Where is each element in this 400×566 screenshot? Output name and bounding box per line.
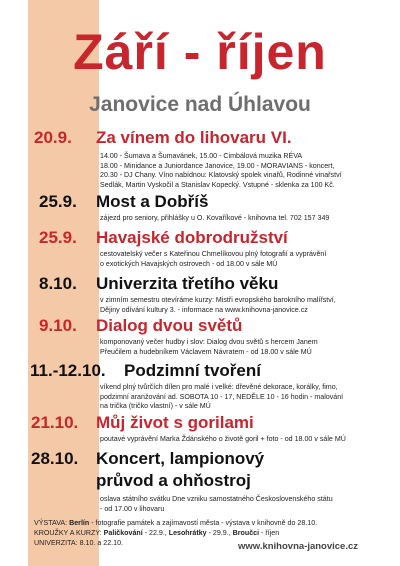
description-line: na trička (tričko vlastní) - v sále MÚ	[100, 402, 211, 411]
poster-title: Září - říjen	[73, 24, 327, 80]
event-description	[100, 296, 336, 315]
description-line: poutavé vyprávění Marka Ždánského o životě goril + foto - od 18.00 v sále MÚ	[100, 435, 346, 443]
event-description	[100, 152, 342, 190]
event-heading: Za vínem do lihovaru VI.	[96, 128, 292, 147]
description-line: Sedlák, Martin Vyskočil a Stanislav Kopecký. Vstupné - sklenka za 100 Kč.	[100, 180, 335, 189]
event-date: 11.-12.10.	[30, 361, 106, 380]
description-line: 18.00 - Minidance a Juniordance Janovice, 19.00 - MORAVIANS - koncert,	[100, 161, 335, 170]
footer-line-courses	[34, 529, 279, 538]
description-line: Přeučilem a hudebníkem Václavem Návratem - od 18.00 v sále MÚ	[100, 347, 312, 356]
event-heading: Havajské dobrodružství	[96, 228, 288, 247]
event-heading: Dialog dvou světů	[96, 316, 243, 335]
footer-label: VÝSTAVA:	[34, 519, 68, 527]
description-line: cestovatelský večer s Kateřinou Chmelíkovou plný fotografií a vyprávění	[100, 250, 327, 258]
event-date: 28.10.	[31, 449, 79, 468]
event-description	[100, 495, 333, 514]
footer-label: UNIVERZITA:	[34, 539, 78, 547]
description-line: Dějiny odívání kultury 3. - informace na www.knihovna-janovice.cz	[100, 305, 308, 314]
event-date: 25.9.	[39, 228, 77, 247]
event-description	[100, 383, 343, 412]
description-line: víkend plný tvůrčích dílen pro malé i velké: dřevěné dekorace, korálky, fimo,	[100, 383, 338, 391]
description-line: komponovaný večer hudby i slov: Dialog dvou světů s hercem Janem	[100, 338, 318, 346]
event-date: 25.9.	[39, 192, 77, 211]
footer-line-exhibition	[34, 519, 317, 528]
description-line: podzimní aranžování ad. SOBOTA 10 - 17, NEDĚLE 10 - 16 hodin - malování	[100, 392, 344, 401]
event-date: 9.10.	[39, 316, 77, 335]
footer-text: 8.10. a 22.10.	[77, 539, 123, 547]
description-line: v zimním semestru otevíráme kurzy: Mistři evropského barokního malířství,	[100, 296, 336, 304]
event-description	[100, 214, 329, 224]
event-date: 20.9.	[34, 128, 72, 147]
event-date: 8.10.	[39, 274, 77, 293]
footer-text: - 22.9.,	[142, 529, 169, 537]
event-heading: Koncert, lampionový	[96, 449, 265, 468]
footer-text: - fotografie památek a zajímavostí města - výstava v knihovně do 28.10.	[89, 519, 318, 527]
event-heading: Můj život s gorilami	[96, 413, 254, 432]
footer-highlight: Paličkování	[103, 529, 143, 537]
footer-text: - říjen	[259, 529, 280, 537]
event-heading: Univerzita třetího věku	[96, 274, 279, 293]
description-line: - od 17.00 v lihovaru	[100, 504, 165, 513]
event-description	[100, 435, 346, 445]
footer-label: KROUŽKY A KURZY:	[34, 529, 102, 537]
description-line: zájezd pro seniory, přihlášky u O. Kovaříkové - knihovna tel. 702 157 349	[100, 214, 330, 222]
description-line: oslava státního svátku Dne vzniku samostatného Československého státu	[100, 495, 333, 503]
event-date: 21.10.	[31, 413, 79, 432]
description-line: 20.30 - DJ Chany. Víno nabídnou: Klatovský spolek vinařů, Rodinné vinařství	[100, 171, 342, 180]
footer-text: - 29.9.,	[206, 529, 233, 537]
description-line: 14.00 - Šumava a Šumavánek, 15.00 - Cimbálová muzika RÉVA	[100, 152, 303, 160]
event-heading: Podzimní tvoření	[124, 361, 261, 380]
footer-line-university	[34, 539, 123, 548]
footer-highlight: Berlín	[69, 519, 90, 527]
poster-subtitle: Janovice nad Úhlavou	[89, 93, 311, 116]
event-description	[100, 338, 318, 357]
event-heading: Most a Dobříš	[96, 192, 209, 211]
website-link[interactable]: www.knihovna-janovice.cz	[238, 541, 359, 552]
footer-highlight: Lesohrátky	[168, 529, 207, 537]
event-description	[100, 250, 326, 269]
event-heading: průvod a ohňostroj	[96, 471, 251, 490]
description-line: o exotických Havajských ostrovech - od 18.00 v sále MÚ	[100, 259, 278, 268]
footer-highlight: Broučci	[232, 529, 260, 537]
